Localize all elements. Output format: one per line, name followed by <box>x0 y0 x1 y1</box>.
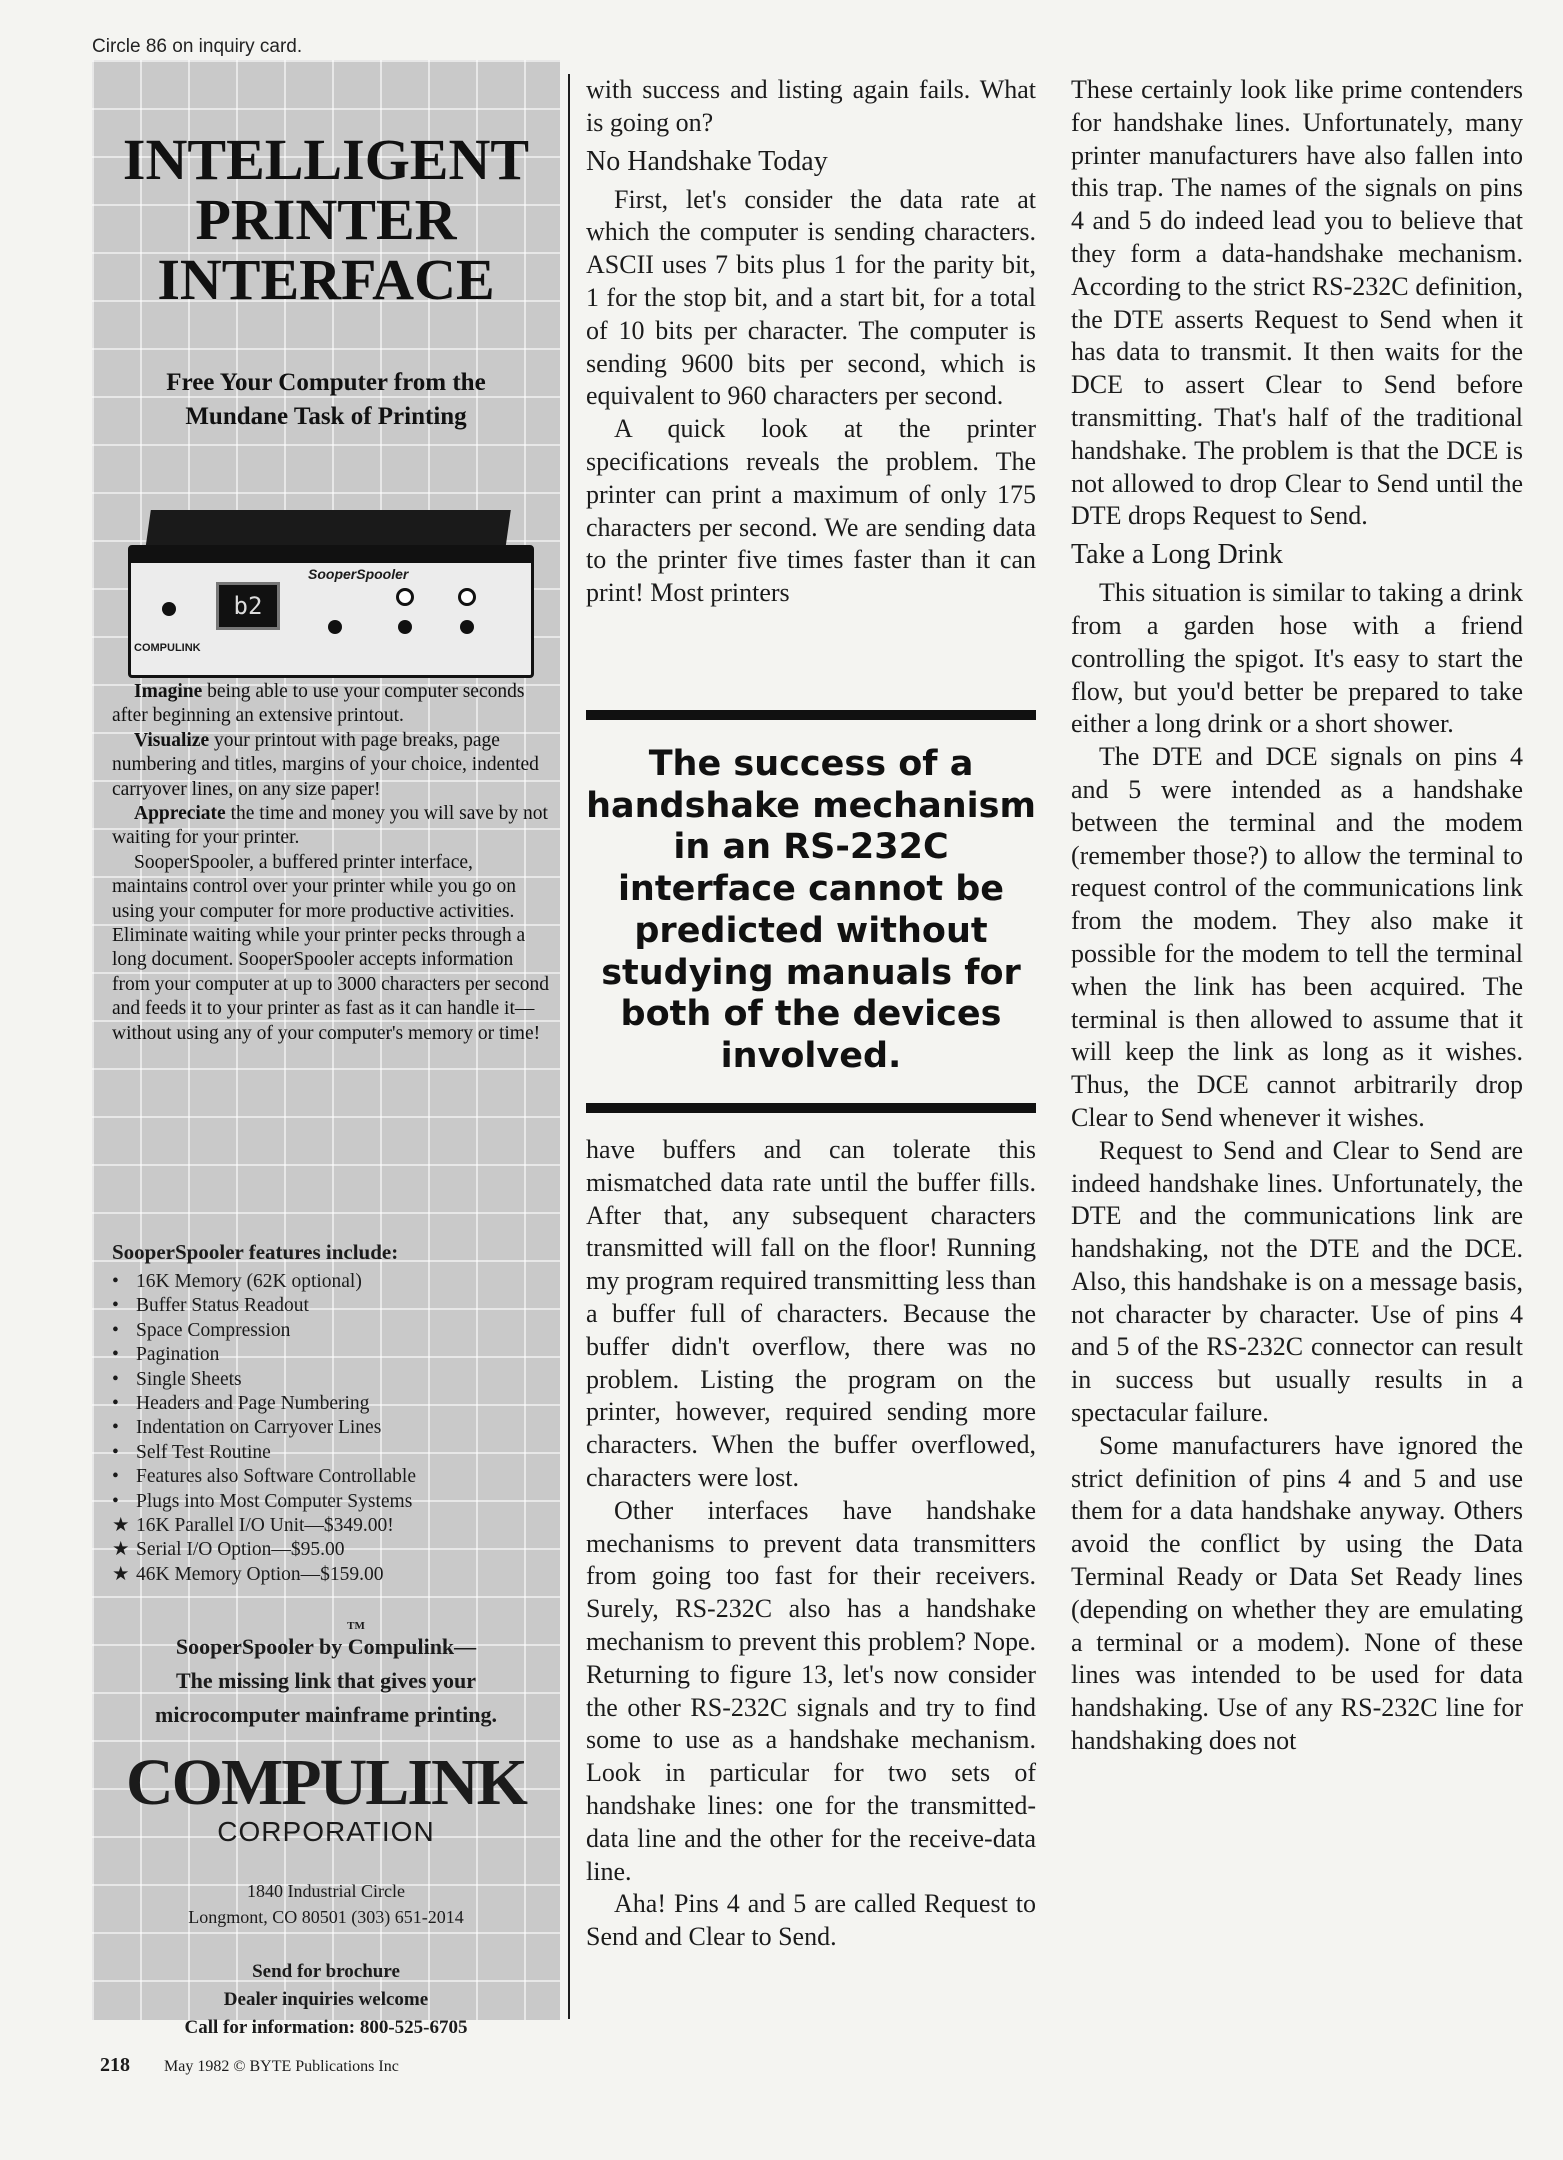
article-paragraph: Aha! Pins 4 and 5 are called Request to Send and Clear to Send. <box>586 1889 1036 1952</box>
article-paragraph: Other interfaces have handshake mechanisms to prevent data transmitters from going too fast for their receivers. Surely, RS-232C also has a handshake mechanism to prevent this problem? Nope. Returning to figure 13, let's now consider the other RS-232C signals and try to find some to use as a handshake mechanism. Look in particular for two sets of handshake lines: one for the transmitted-data line and the other for the receive-data line. <box>586 1495 1036 1886</box>
article-paragraph: have buffers and can tolerate this mismatched data rate until the buffer fills. After that, any subsequent characters transmitted will fall on the floor! Running my program required transmitting less than a buffer full of characters. Because the buffer didn't overflow, there was no problem. Listing the program on the printer, however, required sending more characters. When the buffer overflowed, characters were lost. <box>586 1135 1036 1492</box>
article-column-2-bottom <box>586 1134 1036 1954</box>
feature-item <box>112 1514 552 1538</box>
contact-info: Send for brochure Dealer inquiries welcome Call for information: 800-525-6705 <box>184 1961 468 2038</box>
feature-text: Plugs into Most Computer Systems <box>136 1490 413 1512</box>
column-divider <box>568 74 570 2019</box>
bullet-icon: • <box>112 1490 119 1512</box>
device-brand: COMPULINK <box>134 642 201 654</box>
feature-item <box>112 1490 552 1514</box>
device-knob-icon <box>328 620 342 634</box>
inquiry-card-note: Circle 86 on inquiry card. <box>92 36 303 57</box>
feature-item <box>112 1343 552 1367</box>
ad-slogan: SooperSpooler by Compulink— The missing link that gives your microcomputer mainframe printing. <box>155 1634 497 1727</box>
article-paragraph: First, let's consider the data rate at which the computer is sending characters. ASCII uses 7 bits plus 1 for the parity bit, 1 for the stop bit, and a start bit, for a total of 10 bits per character. The computer is sending 9600 bits per second, which is equivalent to 960 characters per second. <box>586 184 1036 411</box>
ad-body <box>112 680 552 1046</box>
page-number: 218 <box>100 2054 130 2076</box>
feature-item <box>112 1270 552 1294</box>
bullet-icon: • <box>112 1417 119 1439</box>
bullet-icon: • <box>112 1466 119 1488</box>
feature-text: Pagination <box>136 1344 220 1366</box>
ad-tagline: Free Your Computer from the Mundane Task of Printing <box>166 369 486 430</box>
article-column-3 <box>1071 74 1523 1758</box>
device-switch-icon <box>162 602 176 616</box>
article-paragraph: Request to Send and Clear to Send are indeed handshake lines. Unfortunately, the DTE and the communications link are handshaking, not the DTE and the DCE. Also, this handshake is on a message basis, not character by character. Use of pins 4 and 5 of the RS-232C connector can result in success but usually results in a spectacular failure. <box>1071 1135 1523 1428</box>
feature-text: Headers and Page Numbering <box>136 1393 370 1415</box>
features-list <box>112 1270 552 1587</box>
feature-text: Self Test Routine <box>136 1441 271 1463</box>
article-paragraph: These certainly look like prime contenders for handshake lines. Unfortunately, many printer manufacturers have also fallen into this trap. The names of the signals on pins 4 and 5 do indeed lead you to believe that they form a data-handshake mechanism. According to the strict RS-232C definition, the DTE asserts Request to Send when it has data to transmit. It then waits for the DCE to assert Clear to Send before transmitting. That's half of the traditional handshake. The problem is that the DCE is not allowed to drop Clear to Send until the DTE drops Request to Send. <box>1071 75 1523 531</box>
bullet-icon: • <box>112 1441 119 1463</box>
device-knob-icon <box>398 620 412 634</box>
feature-text: Buffer Status Readout <box>136 1295 309 1317</box>
feature-item <box>112 1416 552 1440</box>
feature-text: Features also Software Controllable <box>136 1466 416 1488</box>
article-column-2-top <box>586 74 1036 610</box>
star-icon: ★ <box>112 1563 130 1585</box>
company-address: 1840 Industrial Circle Longmont, CO 80501 (303) 651-2014 <box>188 1881 464 1927</box>
bullet-icon: • <box>112 1368 119 1390</box>
feature-text: Space Compression <box>136 1319 291 1341</box>
device-name: SooperSpooler <box>308 566 409 582</box>
star-icon: ★ <box>112 1539 130 1561</box>
trademark-mark: TM <box>347 1620 365 1632</box>
feature-text: Single Sheets <box>136 1368 242 1390</box>
ad-paragraph: Appreciate the time and money you will save by not waiting for your printer. <box>112 803 548 849</box>
bullet-icon: • <box>112 1295 119 1317</box>
footer-credit: May 1982 © BYTE Publications Inc <box>164 2058 399 2075</box>
article-paragraph: This situation is similar to taking a drink from a garden hose with a friend controlling the spigot. It's easy to start the flow, but you'd better be prepared to take either a long drink or a short shower. <box>1071 578 1523 739</box>
article-paragraph: The DTE and DCE signals on pins 4 and 5 were intended as a handshake between the terminal and the modem (remember those?) to allow the terminal to request control of the communications link from the modem. They also make it possible for the modem to tell the terminal when the link has been acquired. The terminal is then allowed to assume that it will keep the link as long as it wishes. Thus, the DCE cannot arbitrarily drop Clear to Send whenever it wishes. <box>1071 742 1523 1132</box>
advertisement <box>92 60 560 2038</box>
device-led-icon <box>396 588 414 606</box>
bullet-icon: • <box>112 1344 119 1366</box>
corporation-label: CORPORATION <box>217 1816 435 1847</box>
pull-quote: The success of a handshake mechanism in an RS-232C interface cannot be predicted without studying manuals for both of the devices involved. <box>586 744 1036 1076</box>
feature-text: 16K Parallel I/O Unit—$349.00! <box>136 1515 394 1537</box>
bullet-icon: • <box>112 1393 119 1415</box>
article-paragraph: with success and listing again fails. What is going on? <box>586 75 1036 137</box>
ad-paragraph: SooperSpooler, a buffered printer interface, maintains control over your printer while you go on using your computer for more productive activities. Eliminate waiting while your printer pecks through a long document. SooperSpooler accepts information from your computer at up to 3000 characters per second and feeds it to your printer as fast as it can handle it—without using any of your computer's memory or time! <box>112 851 549 1044</box>
features-heading: SooperSpooler features include: <box>112 1240 399 1264</box>
compulink-logo: COMPULINK <box>126 1746 526 1819</box>
article-paragraph: Some manufacturers have ignored the strict definition of pins 4 and 5 and use them for a data handshake anyway. Others avoid the conflict by using the Data Terminal Ready or Data Set Ready lines (depending on whether they are emulating a terminal or a modem). None of these lines was intended to be used for data handshaking. Use of any RS-232C line for handshaking does not <box>1071 1430 1523 1756</box>
feature-text: Serial I/O Option—$95.00 <box>136 1539 345 1561</box>
bullet-icon: • <box>112 1271 119 1292</box>
star-icon: ★ <box>112 1515 130 1537</box>
ad-title: INTELLIGENT PRINTER INTERFACE <box>122 127 530 312</box>
pullquote-rule-top <box>586 710 1036 720</box>
feature-item <box>112 1465 552 1489</box>
printer-interface-device-image <box>128 510 528 670</box>
ad-paragraph: Visualize your printout with page breaks, page numbering and titles, margins of your choice, indented carryover lines, on any size paper! <box>112 729 539 800</box>
device-display: b2 <box>216 582 280 630</box>
feature-item <box>112 1538 552 1562</box>
feature-item <box>112 1392 552 1416</box>
ad-paragraph: Imagine being able to use your computer seconds after beginning an extensive printout. <box>112 681 525 727</box>
feature-item <box>112 1294 552 1318</box>
article-paragraph: A quick look at the printer specifications reveals the problem. The printer can print a maximum of only 175 characters per second. We are sending data to the printer five times faster than it can print! Most printers <box>586 414 1036 608</box>
feature-text: Indentation on Carryover Lines <box>136 1417 382 1439</box>
feature-text: 16K Memory (62K optional) <box>136 1271 362 1292</box>
device-led-icon <box>458 588 476 606</box>
device-knob-icon <box>460 620 474 634</box>
feature-item <box>112 1319 552 1343</box>
pullquote-rule-bottom <box>586 1103 1036 1113</box>
feature-item <box>112 1368 552 1392</box>
feature-text: 46K Memory Option—$159.00 <box>136 1563 384 1585</box>
bullet-icon: • <box>112 1319 119 1341</box>
section-heading: Take a Long Drink <box>1071 539 1283 571</box>
feature-item <box>112 1563 552 1587</box>
feature-item <box>112 1441 552 1465</box>
section-heading: No Handshake Today <box>586 145 828 177</box>
